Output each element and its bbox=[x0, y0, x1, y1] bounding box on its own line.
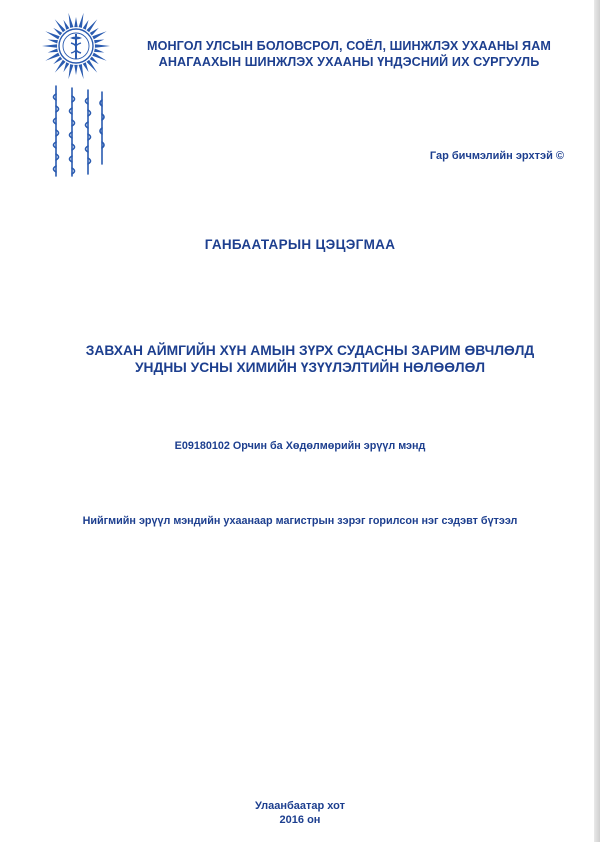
copyright-notice: Гар бичмэлийн эрхтэй © bbox=[429, 150, 564, 162]
degree-statement: Нийгмийн эрүүл мэндийн ухаанаар магистрын зэрэг горилсон нэг сэдэвт бүтээл bbox=[82, 515, 518, 527]
year: 2016 он bbox=[279, 814, 321, 826]
city: Улаанбаатар хот bbox=[254, 800, 345, 812]
binding-edge bbox=[594, 0, 600, 842]
university-emblem-icon bbox=[36, 10, 116, 82]
ministry-line-2: АНАГААХЫН ШИНЖЛЭХ УХААНЫ ҮНДЭСНИЙ ИХ СУРГУУЛЬ bbox=[158, 55, 540, 69]
specialty-code: E09180102 Орчин ба Хөдөлмөрийн эрүүл мэнд bbox=[174, 440, 426, 452]
thesis-title-line-1: ЗАВХАН АЙМГИЙН ХҮН АМЫН ЗҮРХ СУДАСНЫ ЗАРИМ ӨВЧЛӨЛД bbox=[85, 343, 535, 358]
ministry-line-1: МОНГОЛ УЛСЫН БОЛОВСРОЛ, СОЁЛ, ШИНЖЛЭХ УХААНЫ ЯАМ bbox=[147, 39, 551, 53]
author-name: ГАНБААТАРЫН ЦЭЦЭГМАА bbox=[204, 237, 396, 252]
thesis-title-line-2: УНДНЫ УСНЫ ХИМИЙН ҮЗҮҮЛЭЛТИЙН НӨЛӨӨЛӨЛ bbox=[134, 360, 486, 375]
mongolian-script-emblem bbox=[46, 84, 108, 180]
ministry-header bbox=[124, 38, 574, 70]
place-and-year bbox=[0, 799, 600, 827]
thesis-title bbox=[20, 342, 600, 376]
